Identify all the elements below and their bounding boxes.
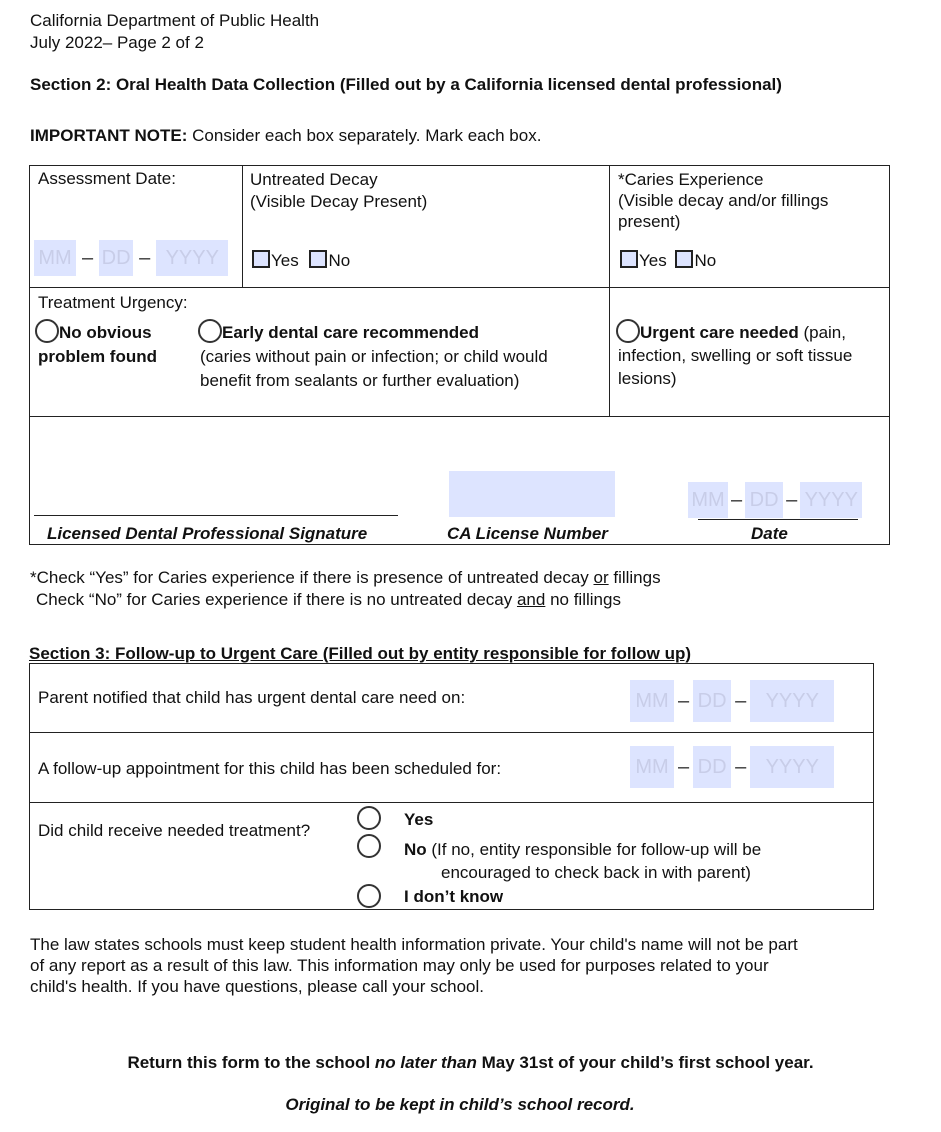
important-note	[30, 126, 541, 146]
date-label: Date	[751, 524, 788, 543]
caries-yes-label: Yes	[639, 251, 667, 270]
followup-date-field[interactable]: MM – DD – YYYY	[630, 746, 834, 788]
treatment-no-option	[404, 838, 761, 884]
assessment-date-label: Assessment Date:	[38, 169, 176, 188]
important-note-label: IMPORTANT NOTE:	[30, 126, 188, 145]
parent-notified-date-field[interactable]: MM – DD – YYYY	[630, 680, 834, 722]
privacy-notice: The law states schools must keep student health information private. Your child's name will not be part of any report as a result of this law. This information may only be used for purposes related to your child's health. If you have questions, please call your school.	[30, 935, 798, 996]
section3-title: Section 3: Follow-up to Urgent Care (Filled out by entity responsible for follow up)	[29, 644, 692, 663]
received-treatment-label: Did child receive needed treatment?	[38, 821, 311, 840]
treatment-urgency-label: Treatment Urgency:	[38, 293, 188, 312]
followup-scheduled-label: A follow-up appointment for this child has been scheduled for:	[38, 759, 502, 778]
treatment-no-detail2: encouraged to check back in with parent)	[441, 863, 751, 882]
caries-no-checkbox[interactable]	[675, 250, 693, 268]
important-note-text: Consider each box separately. Mark each box.	[187, 126, 542, 145]
no-obvious-line2: problem found	[38, 347, 157, 366]
urgent-care-title: Urgent care needed	[640, 323, 799, 342]
caries-sub1: (Visible decay and/or fillings	[618, 191, 829, 210]
assessment-date-field[interactable]: MM – DD – YYYY	[34, 240, 228, 276]
urgent-care-line2: lesions)	[618, 369, 677, 388]
caries-title: *Caries Experience	[618, 170, 764, 189]
option-urgent-care	[616, 319, 852, 390]
treatment-dontknow-label: I don’t know	[404, 887, 504, 906]
org-name: California Department of Public Health	[30, 11, 320, 30]
license-number-label: CA License Number	[447, 524, 608, 543]
early-care-line1: (caries without pain or infection; or child would	[200, 347, 548, 366]
untreated-yes-label: Yes	[271, 251, 299, 270]
signature-label: Licensed Dental Professional Signature	[47, 524, 368, 543]
untreated-decay-options	[252, 250, 350, 271]
caries-header	[618, 169, 828, 232]
parent-notified-label: Parent notified that child has urgent dental care need on:	[38, 688, 466, 707]
caries-yes-checkbox[interactable]	[620, 250, 638, 268]
urgent-care-line1: infection, swelling or soft tissue	[618, 346, 853, 365]
untreated-decay-sub: (Visible Decay Present)	[250, 192, 428, 211]
page-header	[30, 10, 319, 54]
treatment-no-detail1: (If no, entity responsible for follow-up will be	[426, 840, 762, 859]
urgent-care-after: (pain,	[798, 323, 846, 342]
date-page: July 2022– Page 2 of 2	[30, 33, 204, 52]
untreated-yes-checkbox[interactable]	[252, 250, 270, 268]
urgent-care-radio[interactable]	[616, 319, 640, 343]
return-instructions: Return this form to the school no later than May 31st of your child’s first school year.	[127, 1053, 814, 1072]
no-obvious-line1: No obvious	[59, 323, 152, 342]
date-line	[698, 519, 858, 520]
treatment-yes-radio[interactable]	[357, 806, 381, 830]
caries-no-label: No	[694, 251, 717, 270]
untreated-no-checkbox[interactable]	[309, 250, 327, 268]
untreated-decay-title: Untreated Decay	[250, 170, 378, 189]
untreated-decay-header	[250, 169, 427, 213]
license-number-field[interactable]	[449, 471, 615, 517]
signature-line	[34, 515, 398, 516]
early-care-radio[interactable]	[198, 319, 222, 343]
section2-title: Section 2: Oral Health Data Collection (Filled out by a California licensed dental professional)	[30, 75, 782, 94]
early-care-line2: benefit from sealants or further evaluation)	[200, 371, 520, 390]
no-obvious-problem-radio[interactable]	[35, 319, 59, 343]
treatment-yes-label: Yes	[404, 810, 434, 829]
early-care-title: Early dental care recommended	[222, 323, 480, 342]
original-record-note: Original to be kept in child’s school record.	[285, 1095, 635, 1114]
caries-footnote: *Check “Yes” for Caries experience if there is presence of untreated decay or fillings Check “No” for Caries experience if there is no untreated decay and no fillings	[30, 568, 661, 609]
treatment-no-label: No	[404, 840, 427, 859]
caries-sub2: present)	[618, 212, 681, 231]
option-early-care	[198, 319, 548, 393]
signature-date-field[interactable]: MM – DD – YYYY	[688, 482, 862, 518]
option-no-obvious-problem	[35, 319, 157, 369]
treatment-dontknow-radio[interactable]	[357, 884, 381, 908]
treatment-no-radio[interactable]	[357, 834, 381, 858]
untreated-no-label: No	[328, 251, 351, 270]
caries-options	[620, 250, 716, 271]
